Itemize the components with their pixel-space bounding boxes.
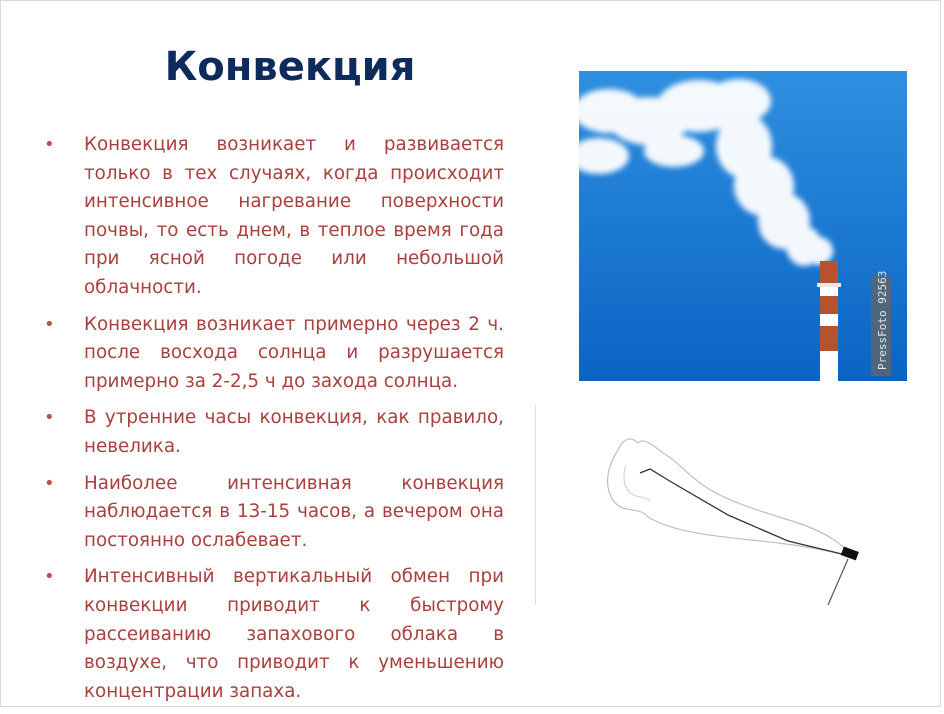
bullet-dot-icon: • <box>44 134 55 155</box>
bullet-text: Конвекция возникает и развивается только в тех случаях, когда происходит интенсивное нагревание поверхности почвы, то есть днем, в теплое время года при ясной погоде или небольшой облачности. <box>84 134 504 298</box>
chimney-smoke-photo <box>579 71 907 381</box>
bullet-text: Интенсивный вертикальный обмен при конвекции приводит к быстрому рассеиванию запахового облака в воздухе, что приводит к уменьшению концентрации запаха. <box>84 566 504 702</box>
bullet-item <box>44 404 504 461</box>
bullet-text: Конвекция возникает примерно через 2 ч. после восхода солнца и разрушается примерно за 2-2,5 ч до захода солнца. <box>84 313 504 392</box>
divider-line <box>535 405 536 605</box>
bullet-item <box>44 311 504 397</box>
bullet-item <box>44 131 504 303</box>
bullet-dot-icon: • <box>44 407 55 429</box>
bullet-item <box>44 563 504 706</box>
bullet-dot-icon: • <box>44 566 55 588</box>
bullet-text: Наиболее интенсивная конвекция наблюдается в 13-15 часов, а вечером она постоянно ослабевает. <box>84 472 504 551</box>
bullet-list <box>44 131 504 714</box>
trail-line <box>640 469 846 555</box>
watermark-text: PressFoto 92563 <box>876 270 889 370</box>
stake-line <box>828 559 848 605</box>
slide-title: Конвекция <box>164 44 416 90</box>
chimney-icon <box>817 261 841 381</box>
source-marker-icon <box>841 547 859 561</box>
bullet-item <box>44 470 504 556</box>
bullet-text: В утренние часы конвекция, как правило, невелика. <box>84 407 504 457</box>
bullet-dot-icon: • <box>44 313 55 335</box>
odor-plume-sketch <box>598 425 868 610</box>
bullet-dot-icon: • <box>44 472 55 494</box>
